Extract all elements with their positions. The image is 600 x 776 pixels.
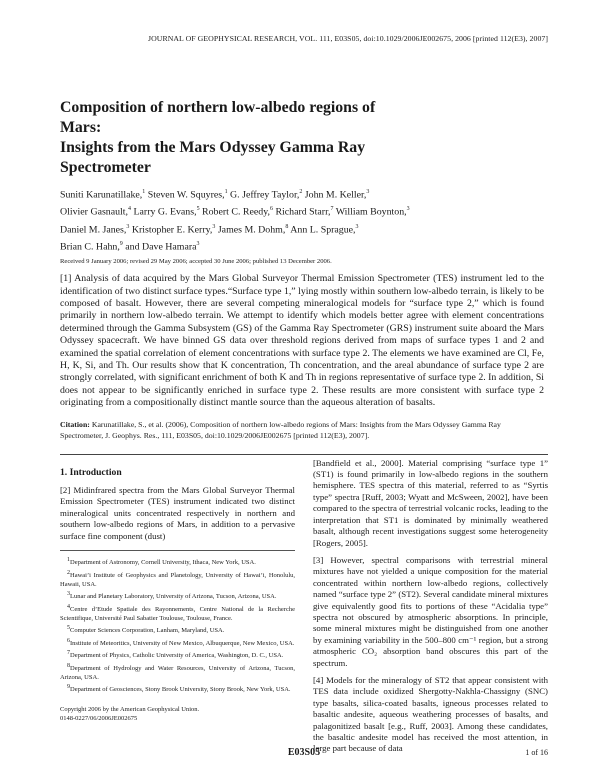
affiliation-text: Department of Geosciences, Stony Brook University, Stony Brook, New York, USA.	[70, 686, 291, 694]
affiliation-number: 4	[67, 603, 70, 610]
copyright-notice	[60, 706, 295, 723]
affiliation-item	[60, 590, 295, 602]
affiliation-text: Lunar and Planetary Laboratory, University of Arizona, Tucson, Arizona, USA.	[70, 593, 277, 601]
affiliation-text: Department of Physics, Catholic University of America, Washington, D. C., USA.	[70, 652, 284, 660]
affiliation-number: 3	[67, 591, 70, 598]
affiliation-item	[60, 683, 295, 695]
affiliation-mark: 4	[128, 206, 132, 213]
author-name: Richard Starr,	[272, 206, 331, 218]
title-line: Spectrometer	[60, 159, 151, 176]
publication-dates: Received 9 January 2006; revised 29 May 2006; accepted 30 June 2006; published 13 December 2006.	[60, 258, 332, 266]
affiliation-text: Department of Astronomy, Cornell University, Ithaca, New York, USA.	[70, 559, 256, 567]
affiliation-mark: 8	[285, 223, 289, 230]
author-line	[60, 185, 548, 202]
affiliation-text: Computer Sciences Corporation, Lanham, Maryland, USA.	[70, 627, 225, 635]
body-paragraph: [3] However, spectral comparisons with terrestrial mineral mixtures have not yielded a unique composition for the material concentrated within northern low-albedo regions, collectively named “surface type 2” (ST2). Several candidate mineral mixtures give equivalently good fits to portions of these “Acidalia type” spectra not obscured by atmospheric absorptions. In principle, some mineral mixtures might be distinguished from one another by examining variability in the 500–800 cm⁻¹ region, but a strong atmospheric CO₂ absorption band obscures this part of the spectrum.	[313, 554, 548, 668]
affiliation-mark: 9	[119, 240, 123, 247]
affiliation-item	[60, 662, 295, 683]
affiliation-text: Department of Hydrology and Water Resources, University of Arizona, Tucson, Arizona, USA.	[60, 665, 295, 681]
affiliation-mark: 5	[196, 206, 200, 213]
affiliation-mark: 3	[355, 223, 359, 230]
affiliation-number: 5	[67, 625, 70, 632]
affiliation-mark: 7	[330, 206, 334, 213]
affiliation-item	[60, 603, 295, 624]
author-name: Olivier Gasnault,	[60, 206, 129, 218]
author-name: G. Jeffrey Taylor,	[227, 189, 300, 201]
affiliation-mark: 3	[212, 223, 216, 230]
section-divider	[60, 454, 548, 455]
title-line: Insights from the Mars Odyssey Gamma Ray	[60, 139, 366, 156]
author-name: Ann L. Sprague,	[288, 223, 356, 235]
affiliation-mark: 1	[224, 189, 228, 195]
citation-text: Karunatillake, S., et al. (2006), Composition of northern low-albedo regions of Mars: Insights from the Mars Odyssey Gamma Ray Spectrometer, J. Geophys. Res., 111, E03S05, doi:10.1029/2006JE002675 [printed 112(E3), 2007].	[60, 419, 501, 440]
affiliation-item	[60, 624, 295, 636]
affiliation-mark: 1	[142, 189, 146, 195]
affiliation-text: Hawai’i Institute of Geophysics and Planetology, University of Hawai’i, Honolulu, Hawaii, USA.	[60, 571, 295, 588]
author-line	[60, 237, 548, 254]
author-name: Robert C. Reedy,	[199, 206, 270, 218]
affiliation-number: 1	[67, 557, 70, 564]
affiliation-mark: 2	[299, 189, 303, 195]
article-id: E03S05	[287, 747, 321, 758]
affiliation-number: 2	[67, 569, 70, 576]
affiliations	[60, 550, 295, 695]
affiliation-number: 7	[67, 650, 70, 657]
affiliation-number: 8	[67, 662, 70, 669]
author-name: Suniti Karunatillake,	[60, 189, 143, 201]
author-name: Kristopher E. Kerry,	[129, 223, 213, 235]
body-paragraph: [2] Midinfrared spectra from the Mars Global Surveyor Thermal Emission Spectrometer (TES) instrument indicated two distinct mineralogical units concentrated respectively in northern and southern low-albedo regions of Mars, in addition to a pervasive surface fine component (dust)	[60, 485, 295, 541]
running-head: JOURNAL OF GEOPHYSICAL RESEARCH, VOL. 111, E03S05, doi:10.1029/2006JE002675, 2006 [printed 112(E3), 2007]	[148, 34, 548, 43]
author-name: Daniel M. Janes,	[60, 223, 127, 235]
affiliation-item	[60, 649, 295, 661]
author-name: and Dave Hamara	[122, 241, 197, 253]
article-title	[60, 98, 400, 178]
author-list	[60, 185, 548, 254]
affiliation-number: 9	[67, 684, 70, 691]
issn-line: 0148-0227/06/2006JE002675	[60, 714, 138, 722]
left-column	[60, 458, 295, 755]
author-name: Larry G. Evans,	[131, 206, 197, 218]
author-name: Brian C. Hahn,	[60, 241, 120, 253]
affiliation-mark: 3	[196, 240, 200, 247]
body-paragraph: [Bandfield et al., 2000]. Material comprising “surface type 1” (ST1) is found primarily in low-albedo regions in the southern hemisphere. TES spectra of this material, referred to as “Syrtis type” spectra [Ruff, 2003; Wyatt and McSween, 2002], have been compared to the spectra of terrestrial volcanic rocks, leading to the interpretation that ST1 is dominated by minimally weathered basalt, although recent investigations suggest some heterogeneity [Rogers, 2005].	[313, 457, 548, 548]
affiliation-text: Centre d’Etude Spatiale des Rayonnements, Centre National de la Recherche Scientifique, Université Paul Sabatier Toulouse, Toulouse, France.	[60, 605, 295, 622]
author-name: John M. Keller,	[302, 189, 367, 201]
affiliation-item	[60, 569, 295, 590]
body-paragraph: [4] Models for the mineralogy of ST2 that appear consistent with TES data include oxidized Shergotty-Nakhla-Chassigny (SNC) type basalts, silica-coated basalts, igneous processes related to basaltic andesite, aqueous weathering processes of basalts, and palagonitized basalt [e.g., Ruff, 2003]. Among these candidates, the basaltic andesite model has received the most attention, in large part because of data	[313, 674, 548, 754]
author-line	[60, 220, 548, 237]
author-line	[60, 202, 548, 219]
citation-label: Citation:	[60, 419, 90, 429]
author-name: William Boynton,	[333, 206, 407, 218]
affiliation-mark: 3	[366, 189, 370, 195]
affiliation-mark: 6	[269, 206, 273, 213]
abstract: [1] Analysis of data acquired by the Mars Global Surveyor Thermal Emission Spectrometer (TES) instrument led to the identification of two distinct surface types.“Surface type 1,” lying mostly within southern low-albedo terrain, is likely to be composed of basalt. However, there are several competing mineralogical models for “surface type 2,” which is found primarily in northern low-albedo terrain. We attempt to identify which models better agree with element concentrations determined through the Gamma Subsystem (GS) of the Gamma Ray Spectrometer (GRS) instrument suite aboard the Mars Odyssey spacecraft. We have binned GS data over threshold regions derived from maps of surface types 1 and 2 and examined the spatial correlation of element concentrations with surface type 2. The elements we have examined are Cl, Fe, H, K, Si, and Th. Our results show that K concentration, Th concentration, and the areal abundance of surface type 2 are strongly correlated, with significant enrichment of both K and Th in regions representative of surface type 2. In addition, Si does not appear to be significantly enriched in surface type 2. These results are more consistent with surface type 2 originating from a compositionally distinct mantle source than the aqueous alteration of basalts.	[60, 273, 544, 409]
page-number: 1 of 16	[525, 748, 548, 757]
right-column	[313, 458, 548, 755]
affiliation-text: Institute of Meteoritics, University of New Mexico, Albuquerque, New Mexico, USA.	[70, 639, 295, 647]
affiliation-item	[60, 556, 295, 568]
affiliation-mark: 3	[126, 223, 130, 230]
section-heading: 1. Introduction	[60, 466, 122, 478]
affiliation-item	[60, 637, 295, 649]
affiliation-number: 6	[67, 637, 70, 644]
affiliation-mark: 3	[406, 206, 410, 213]
title-line: Composition of northern low-albedo regions of Mars:	[60, 99, 376, 136]
page-footer	[60, 747, 548, 759]
author-name: Steven W. Squyres,	[145, 189, 225, 201]
copyright-line: Copyright 2006 by the American Geophysical Union.	[60, 706, 200, 714]
body-columns	[60, 458, 548, 755]
citation-block	[60, 419, 544, 441]
author-name: James M. Dohm,	[215, 223, 286, 235]
